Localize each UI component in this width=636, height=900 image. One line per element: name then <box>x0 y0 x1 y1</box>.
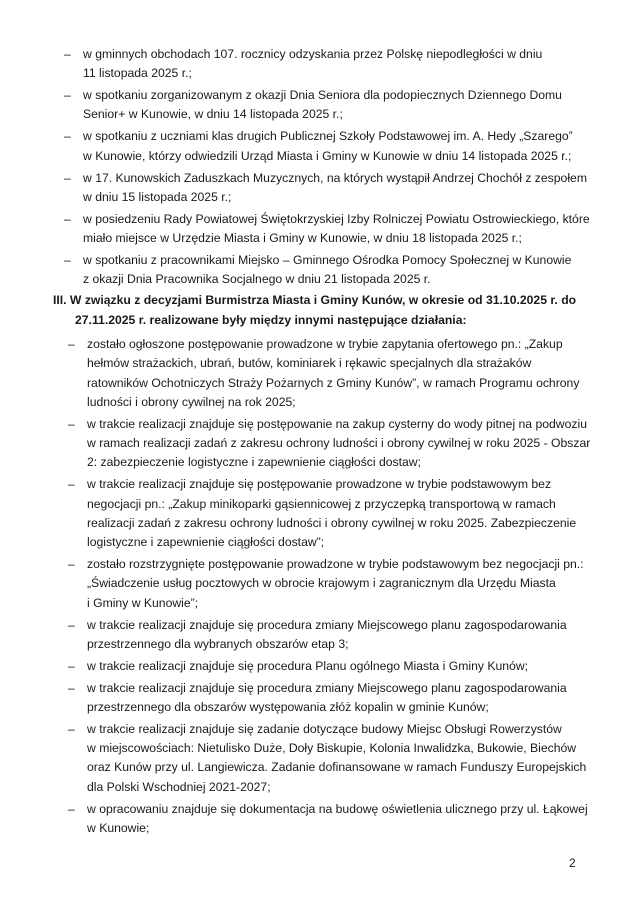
page-number: 2 <box>569 856 576 870</box>
section-iii-list <box>68 335 613 841</box>
list-item: – w trakcie realizacji znajduje się postępowanie prowadzone w trybie podstawowym bez negocjacji pn.: „Zakup minikoparki gąsiennicowej z przyczepką transportową w ramach realizacji zadań z zakresu ochrony ludności i obrony cywilnej w roku 2025. Zabezpieczenie logistyczne i zapewnienie ciągłości dostaw”; <box>68 477 577 550</box>
list-item: – w posiedzeniu Rady Powiatowej Świętokrzyskiej Izby Rolniczej Powiatu Ostrowieckiego, które miało miejsce w Urzędzie Miasta i Gminy w Kunowie, w dniu 18 listopada 2025 r.; <box>64 211 590 246</box>
dash-bullet-icon: – <box>68 617 75 632</box>
dash-bullet-icon: – <box>68 477 75 492</box>
dash-bullet-icon: – <box>68 557 75 572</box>
list-item: – w spotkaniu z pracownikami Miejsko – Gminnego Ośrodka Pomocy Społecznej w Kunowie z okazji Dnia Pracownika Socjalnego w dniu 21 listopada 2025 r. <box>64 252 572 287</box>
list-item: – w gminnych obchodach 107. rocznicy odzyskania przez Polskę niepodległości w dniu 11 listopada 2025 r.; <box>64 47 543 81</box>
list-item: – w spotkaniu zorganizowanym z okazji Dnia Seniora dla podopiecznych Dziennego Domu Senior+ w Kunowie, w dniu 14 listopada 2025 r.; <box>64 88 562 122</box>
dash-bullet-icon: – <box>64 170 71 185</box>
dash-bullet-icon: – <box>68 721 75 736</box>
dash-bullet-icon: – <box>64 88 71 103</box>
dash-bullet-icon: – <box>68 801 75 816</box>
dash-bullet-icon: – <box>68 337 75 351</box>
dash-bullet-icon: – <box>64 129 71 144</box>
dash-bullet-icon: – <box>68 416 75 431</box>
dash-bullet-icon: – <box>68 680 75 695</box>
list-item: – zostało rozstrzygnięte postępowanie prowadzone w trybie podstawowym bez negocjacji pn.: „Świadczenie usług pocztowych w obrocie krajowym i zagranicznym dla Urzędu Miasta i Gminy w Kunowie”; <box>68 557 584 610</box>
dash-bullet-icon: – <box>68 658 75 673</box>
list-item: – w trakcie realizacji znajduje się zadanie dotyczące budowy Miejsc Obsługi Rowerzystów w miejscowościach: Nietulisko Duże, Doły Biskupie, Kolonia Inwalidzka, Bukowie, Biechów oraz Kunów przy ul. Langiewicza. Zadanie dofinansowane w ramach Funduszy Europejskich dla Polski Wschodniej 2021-2027; <box>68 721 587 794</box>
list-item: – w trakcie realizacji znajduje się postępowanie na zakup cysterny do wody pitnej na podwoziu w ramach realizacji zadań z zakresu ochrony ludności i obrony cywilnej w roku 2025 - Obszar 2: zabezpieczenie logistyczne i zapewnienie ciągłości dostaw; <box>68 416 591 470</box>
section-ii-list <box>64 45 609 292</box>
section-iii-heading: III. W związku z decyzjami Burmistrza Miasta i Gminy Kunów, w okresie od 31.10.2025 r. do 27.11.2025 r. realizowane były między innymi następujące działania: <box>53 293 577 327</box>
list-item: – w spotkaniu z uczniami klas drugich Publicznej Szkoły Podstawowej im. A. Hedy „Szarego” w Kunowie, którzy odwiedzili Urząd Miasta i Gminy w Kunowie w dniu 14 listopada 2025 r.; <box>64 129 573 163</box>
dash-bullet-icon: – <box>64 47 71 61</box>
list-item: – zostało ogłoszone postępowanie prowadzone w trybie zapytania ofertowego pn.: „Zakup hełmów strażackich, ubrań, butów, kominiarek i rękawic specjalnych dla strażaków ratowników Ochotniczych Straży Pożarnych z Gminy Kunów”, w ramach Programu ochrony ludności i obrony cywilnej na rok 2025; <box>68 337 580 409</box>
list-item: – w trakcie realizacji znajduje się procedura zmiany Miejscowego planu zagospodarowania przestrzennego dla wybranych obszarów etap 3; <box>68 617 567 651</box>
list-item: – w 17. Kunowskich Zaduszkach Muzycznych, na których wystąpił Andrzej Chochół z zespołem w dniu 15 listopada 2025 r.; <box>64 170 587 204</box>
list-item: – w trakcie realizacji znajduje się procedura Planu ogólnego Miasta i Gminy Kunów; <box>68 657 613 676</box>
dash-bullet-icon: – <box>64 211 71 226</box>
list-item: – w opracowaniu znajduje się dokumentacja na budowę oświetlenia ulicznego przy ul. Łąkowej w Kunowie; <box>68 801 588 835</box>
dash-bullet-icon: – <box>64 252 71 267</box>
list-item: – w trakcie realizacji znajduje się procedura zmiany Miejscowego planu zagospodarowania przestrzennego dla obszarów występowania złóż kopalin w gminie Kunów; <box>68 680 567 714</box>
